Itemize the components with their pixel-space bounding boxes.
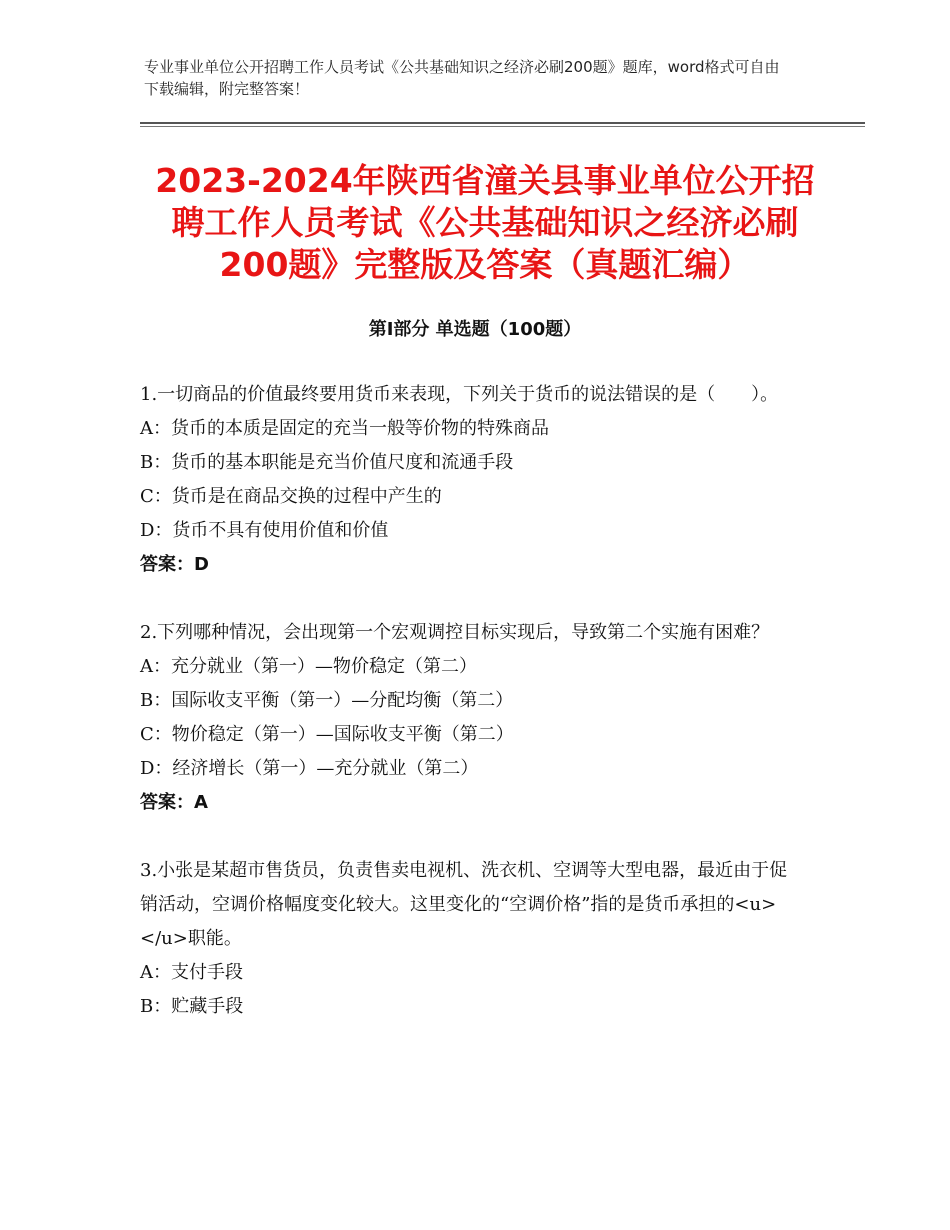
option-c: C：物价稳定（第一）—国际收支平衡（第二） — [140, 724, 514, 745]
question-stem: 3.小张是某超市售货员，负责售卖电视机、洗衣机、空调等大型电器，最近由于促销活动，空调价格幅度变化较大。这里变化的“空调价格”指的是货币承担的<u> </u>职能。 — [140, 860, 867, 949]
question-stem: 2.下列哪种情况，会出现第一个宏观调控目标实现后，导致第二个实施有困难？ — [140, 622, 770, 643]
answer: 答案：D — [140, 554, 209, 575]
option-d: D：货币不具有使用价值和价值 — [140, 520, 389, 541]
option-a: A：充分就业（第一）—物价稳定（第二） — [140, 656, 477, 677]
option-b: B：货币的基本职能是充当价值尺度和流通手段 — [140, 452, 514, 473]
header-rule-thin — [140, 126, 865, 127]
option-b: B：国际收支平衡（第一）—分配均衡（第二） — [140, 690, 514, 711]
question-3 — [140, 854, 867, 1024]
question-stem: 1.一切商品的价值最终要用货币来表现，下列关于货币的说法错误的是（ ）。 — [140, 384, 779, 405]
option-a: A：支付手段 — [140, 962, 243, 983]
section-heading: 第Ⅰ部分 单选题（100题） — [368, 319, 582, 340]
option-b: B：贮藏手段 — [140, 996, 244, 1017]
option-c: C：货币是在商品交换的过程中产生的 — [140, 486, 442, 507]
option-d: D：经济增长（第一）—充分就业（第二） — [140, 758, 479, 779]
question-2 — [140, 616, 805, 820]
answer: 答案：A — [140, 792, 208, 813]
header-rule — [140, 122, 865, 124]
option-a: A：货币的本质是固定的充当一般等价物的特殊商品 — [140, 418, 549, 439]
document-title: 2023-2024年陕西省潼关县事业单位公开招聘工作人员考试《公共基础知识之经济必刷200题》完整版及答案（真题汇编） — [155, 161, 815, 284]
question-list — [140, 378, 867, 1024]
question-1 — [140, 378, 805, 582]
header-note: 专业事业单位公开招聘工作人员考试《公共基础知识之经济必刷200题》题库，word格式可自由下载编辑，附完整答案！ — [144, 58, 780, 98]
